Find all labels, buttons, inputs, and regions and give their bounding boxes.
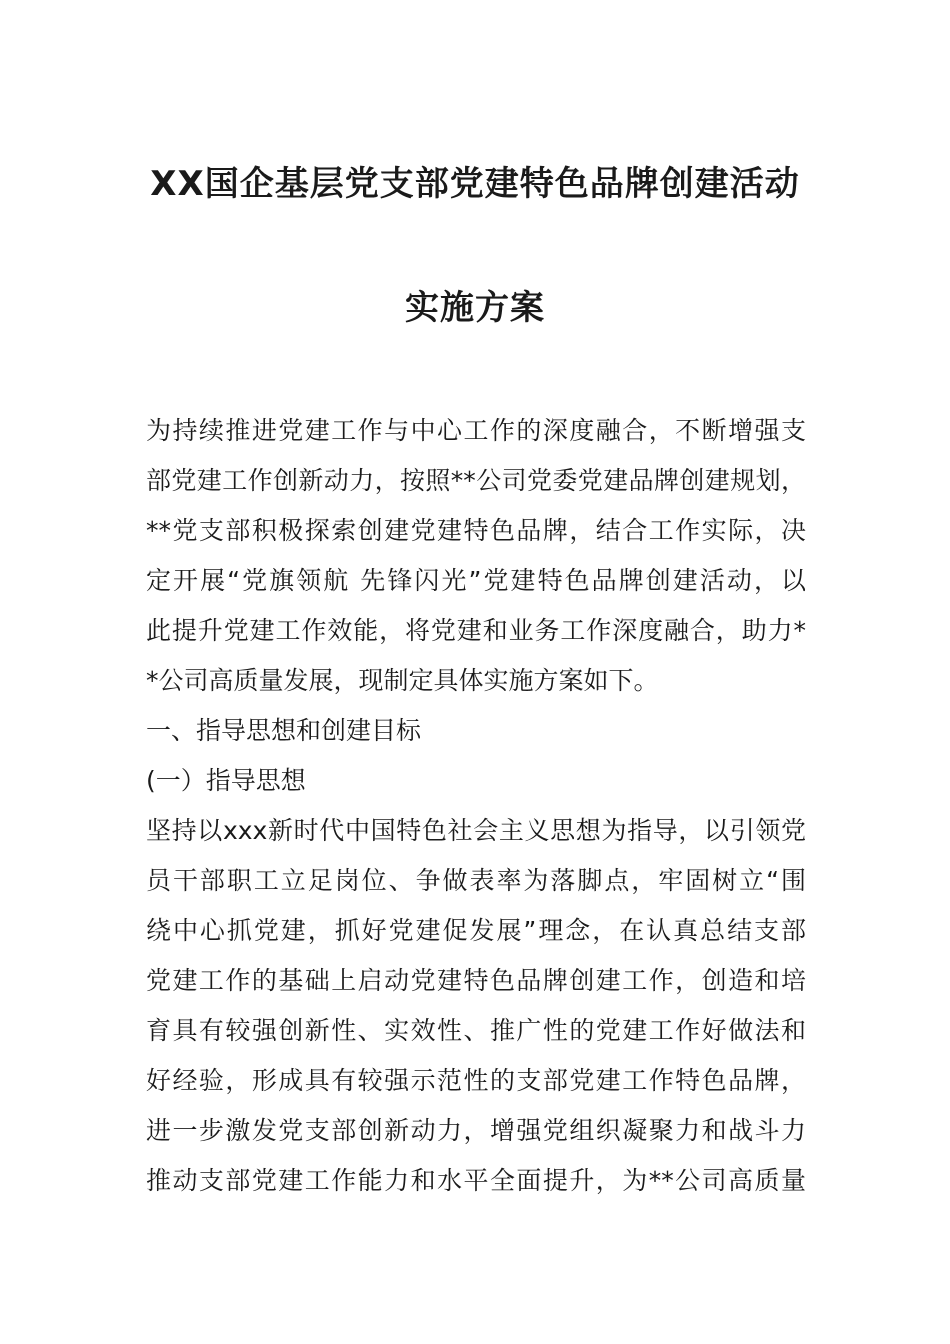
section-heading: 一、指导思想和创建目标 bbox=[146, 716, 422, 745]
document-title-line-2: 实施方案 bbox=[405, 288, 545, 328]
body-line-1: 坚持以xxx新时代中国特色社会主义思想为指导，以引领党 bbox=[146, 816, 806, 845]
body-line-7: 进一步激发党支部创新动力，增强党组织凝聚力和战斗力 bbox=[146, 1116, 806, 1145]
body-line-5: 育具有较强创新性、实效性、推广性的党建工作好做法和 bbox=[146, 1016, 806, 1045]
body-line-2: 员干部职工立足岗位、争做表率为落脚点，牢固树立“围 bbox=[146, 866, 806, 895]
intro-line-1: 为持续推进党建工作与中心工作的深度融合，不断增强支 bbox=[146, 416, 806, 445]
intro-line-5: 此提升党建工作效能，将党建和业务工作深度融合，助力* bbox=[146, 616, 806, 645]
body-line-8: 推动支部党建工作能力和水平全面提升，为**公司高质量 bbox=[146, 1166, 806, 1195]
intro-line-3: **党支部积极探索创建党建特色品牌，结合工作实际，决 bbox=[146, 516, 806, 545]
body-line-4: 党建工作的基础上启动党建特色品牌创建工作，创造和培 bbox=[146, 966, 806, 995]
document-title-line-1: XX国企基层党支部党建特色品牌创建活动 bbox=[150, 164, 800, 204]
subsection-heading: (一）指导思想 bbox=[146, 766, 306, 795]
intro-line-6: *公司高质量发展，现制定具体实施方案如下。 bbox=[146, 666, 659, 695]
body-line-6: 好经验，形成具有较强示范性的支部党建工作特色品牌， bbox=[146, 1066, 806, 1095]
body-line-3: 绕中心抓党建，抓好党建促发展”理念，在认真总结支部 bbox=[146, 916, 806, 945]
intro-line-4: 定开展“党旗领航 先锋闪光”党建特色品牌创建活动，以 bbox=[146, 566, 806, 595]
intro-line-2: 部党建工作创新动力，按照**公司党委党建品牌创建规划， bbox=[146, 466, 806, 495]
